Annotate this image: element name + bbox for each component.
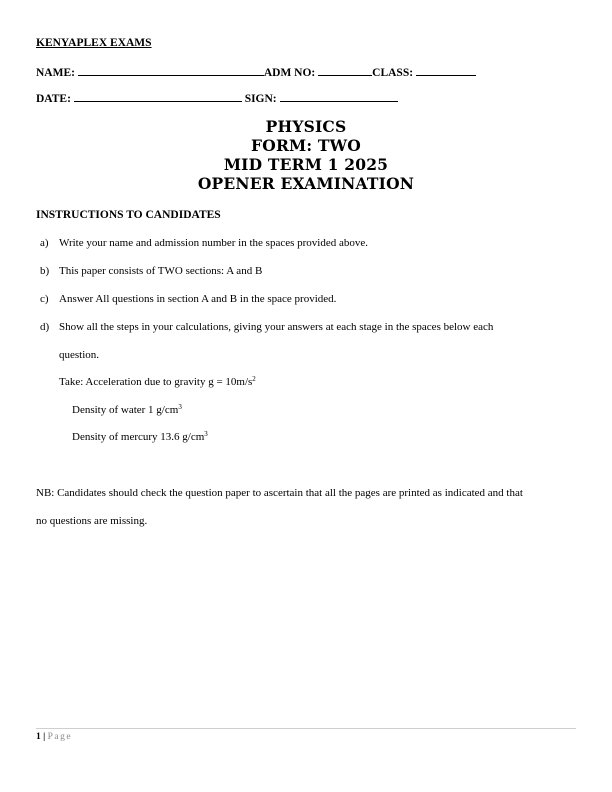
date-label: DATE: (36, 93, 71, 105)
footer-divider (36, 728, 576, 729)
class-field[interactable] (416, 65, 476, 76)
name-label: NAME: (36, 67, 75, 79)
instructions-heading: INSTRUCTIONS TO CANDIDATES (36, 209, 221, 221)
instruction-text-d-continued: question. (59, 349, 100, 361)
gravity-constant (59, 376, 256, 388)
gravity-text: Take: Acceleration due to gravity g = 10m/s (59, 376, 253, 388)
gravity-exponent: 2 (252, 375, 256, 383)
instruction-label-a: a) (40, 237, 49, 249)
sign-field[interactable] (280, 91, 398, 102)
sign-label: SIGN: (244, 93, 277, 105)
subject-title: PHYSICS (265, 117, 347, 136)
date-sign-row (36, 91, 398, 105)
instruction-text-d: Show all the steps in your calculations, giving your answers at each stage in the spaces below each (59, 321, 494, 333)
instruction-label-b: b) (40, 265, 50, 277)
class-label: CLASS: (372, 67, 414, 79)
instruction-text-b: This paper consists of TWO sections: A and B (59, 265, 263, 277)
note-line-1: NB: Candidates should check the question paper to ascertain that all the pages are printed as indicated and that (36, 487, 523, 499)
water-density-exponent: 3 (178, 403, 182, 411)
page-number: 1 (36, 732, 41, 742)
date-field[interactable] (74, 91, 242, 102)
form-title: FORM: TWO (251, 136, 361, 155)
water-density-text: Density of water 1 g/cm (72, 404, 179, 416)
mercury-density-text: Density of mercury 13.6 g/cm (72, 431, 205, 443)
exam-title: OPENER EXAMINATION (197, 174, 415, 193)
note-line-2: no questions are missing. (36, 515, 148, 527)
footer-separator: | (43, 732, 46, 742)
instruction-label-c: c) (40, 293, 49, 305)
page-footer (36, 732, 72, 742)
name-field[interactable] (78, 65, 264, 76)
instruction-text-a: Write your name and admission number in the spaces provided above. (59, 237, 368, 249)
name-adm-class-row (36, 65, 476, 79)
term-title: MID TERM 1 2025 (223, 155, 389, 174)
adm-label: ADM NO: (263, 67, 316, 79)
instruction-text-c: Answer All questions in section A and B in the space provided. (59, 293, 337, 305)
water-density (72, 404, 182, 416)
adm-field[interactable] (318, 65, 372, 76)
mercury-density (72, 431, 208, 443)
mercury-density-exponent: 3 (204, 430, 208, 438)
org-name: KENYAPLEX EXAMS (36, 37, 152, 49)
instruction-label-d: d) (40, 321, 50, 333)
page-word: Page (47, 732, 73, 742)
